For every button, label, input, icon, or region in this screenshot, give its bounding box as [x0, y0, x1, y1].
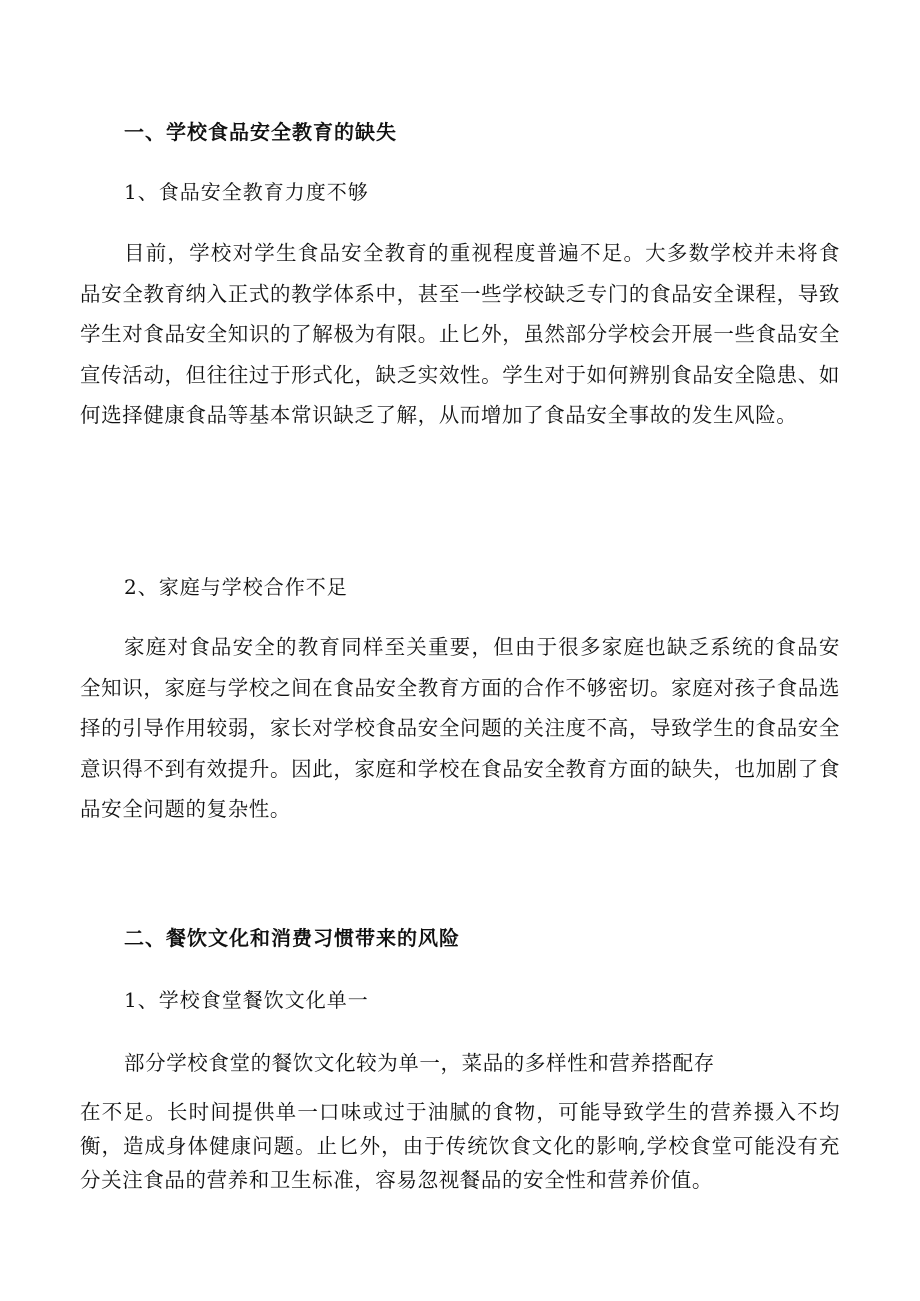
paragraph-1-1: 目前，学校对学生食品安全教育的重视程度普遍不足。大多数学校并未将食品安全教育纳入正式的教学体系中，甚至一些学校缺乏专门的食品安全课程，导致学生对食品安全知识的了解极为有限。止匕外，虽然部分学校会开展一些食品安全宣传活动，但往往过于形式化，缺乏实效性。学生对于如何辨别食品安全隐患、如何选择健康食品等基本常识缺乏了解，从而增加了食品安全事故的发生风险。: [80, 241, 840, 427]
section-2-heading: 二、餐饮文化和消费习惯带来的风险: [124, 926, 460, 950]
subsection-1-2-heading: 2、家庭与学校合作不足: [124, 575, 348, 599]
section-1-heading: 一、学校食品安全教育的缺失: [124, 120, 397, 144]
paragraph-2-1-first-line: 部分学校食堂的餐饮文化较为单一，菜品的多样性和营养搭配存: [124, 1051, 715, 1075]
paragraph-2-1-rest: 在不足。长时间提供单一口味或过于油腻的食物，可能导致学生的营养摄入不均衡，造成身体健康问题。止匕外，由于传统饮食文化的影响,学校食堂可能没有充分关注食品的营养和卫生标准，容易忽视餐品的安全性和营养价值。: [80, 1100, 840, 1192]
subsection-2-1-heading: 1、学校食堂餐饮文化单一: [124, 988, 369, 1012]
paragraph-1-2: 家庭对食品安全的教育同样至关重要，但由于很多家庭也缺乏系统的食品安全知识，家庭与学校之间在食品安全教育方面的合作不够密切。家庭对孩子食品选择的引导作用较弱，家长对学校食品安全问题的关注度不高，导致学生的食品安全意识得不到有效提升。因此，家庭和学校在食品安全教育方面的缺失，也加剧了食品安全问题的复杂性。: [80, 635, 840, 821]
subsection-1-1-heading: 1、食品安全教育力度不够: [124, 180, 369, 204]
